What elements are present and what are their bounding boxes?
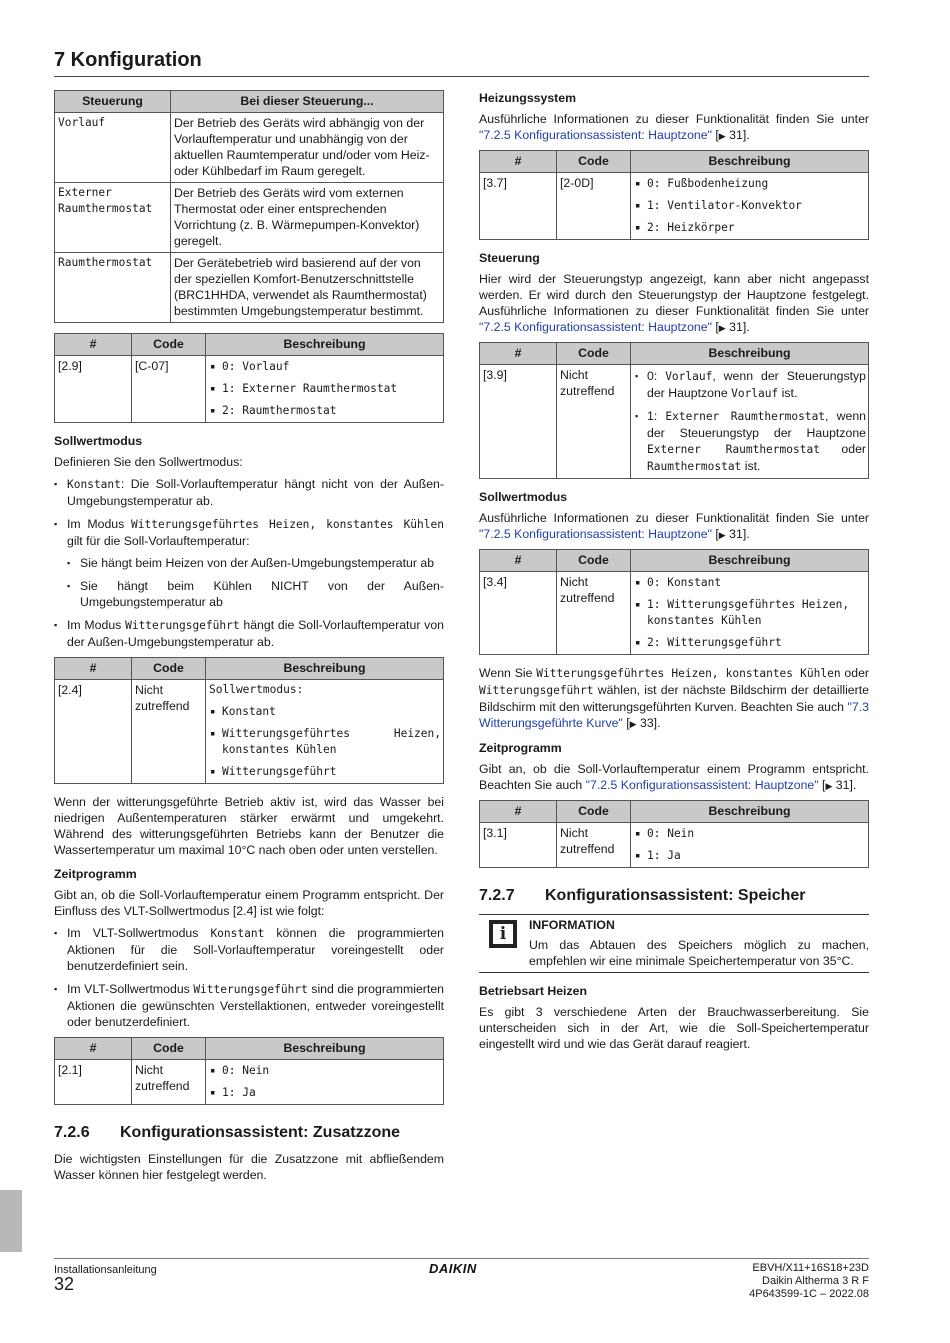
table-row — [55, 183, 444, 253]
table-header: # — [480, 151, 557, 173]
list-item: ▪ 0: Nein — [209, 1063, 441, 1079]
table-row — [55, 113, 444, 183]
table-header: Beschreibung — [206, 1038, 444, 1060]
table-cell: [3.9] — [480, 365, 557, 479]
list-item: ▪ Konstant: Die Soll-Vorlauftemperatur hängt nicht von der Außen-Umgebungstemperatur ab. — [54, 476, 444, 509]
table-row — [55, 253, 444, 323]
table-header: Beschreibung — [631, 343, 869, 365]
subheading: Sollwertmodus — [479, 490, 568, 504]
cell-label: Sollwertmodus: — [209, 683, 304, 696]
right-column — [479, 90, 869, 1058]
cross-reference-link[interactable]: "7.2.5 Konfigurationsassistent: Hauptzone" — [479, 527, 712, 541]
table-cell — [206, 680, 444, 784]
list-item: ▪ Im Modus Witterungsgeführt hängt die Soll-Vorlauftemperatur von der Außen-Umgebungstemperatur ab. — [54, 617, 444, 650]
table-header: Code — [557, 343, 631, 365]
table-header: Steuerung — [55, 91, 171, 113]
setting-table-3-4 — [479, 549, 869, 655]
page-reference-icon: ▶ — [718, 131, 726, 141]
table-row — [480, 572, 869, 655]
table-cell: Externer Raumthermostat — [55, 183, 171, 253]
table-header: Beschreibung — [631, 151, 869, 173]
table-cell — [631, 572, 869, 655]
table-row — [55, 1060, 444, 1105]
table-cell: Der Betrieb des Geräts wird vom externen Thermostat oder einer entsprechenden Vorrichtung (z. B. Wärmepumpen-Konvektor) geregelt. — [171, 183, 444, 253]
list-item: ▪ 0: Fußbodenheizung — [634, 176, 866, 192]
information-box — [479, 914, 869, 973]
chapter-tab — [0, 1190, 22, 1252]
list-item: ▪ 1: Externer Raumthermostat, wenn der Steuerungstyp der Hauptzone Externer Raumthermostat oder Raumthermostat ist. — [634, 408, 866, 475]
table-cell: [C-07] — [132, 356, 206, 423]
paragraph: Ausführliche Informationen zu dieser Funktionalität finden Sie unter "7.2.5 Konfigurationsassistent: Hauptzone" [▶ 31]. — [479, 511, 869, 541]
setting-table-3-9 — [479, 342, 869, 479]
setting-table-3-7 — [479, 150, 869, 240]
table-row — [480, 365, 869, 479]
table-header: # — [55, 334, 132, 356]
table-header: Code — [557, 550, 631, 572]
list-item: ▪ 2: Witterungsgeführt — [634, 635, 866, 651]
table-header: Code — [132, 658, 206, 680]
table-cell — [631, 173, 869, 240]
table-header: Code — [557, 151, 631, 173]
table-header: Beschreibung — [206, 334, 444, 356]
cross-reference-link[interactable]: "7.3 Witterungsgeführte Kurve" — [479, 700, 869, 730]
list-item: ▪ Im VLT-Sollwertmodus Konstant können die programmierten Aktionen für die Soll-Vorlauftemperatur voreingestellt oder benutzerdefiniert sein. — [54, 925, 444, 974]
paragraph: Wenn der witterungsgeführte Betrieb aktiv ist, wird das Wasser bei niedrigen Außentemperaturen stärker erwärmt und umgekehrt. Während des witterungsgeführten Betriebs kann der Benutzer die Wassertemperatur um maximal 10°C nach oben oder unten verstellen. — [54, 795, 444, 857]
table-header: # — [55, 658, 132, 680]
table-header: Bei dieser Steuerung... — [171, 91, 444, 113]
section-number: 7.2.7 — [479, 887, 515, 904]
list-item: ▪ Konstant — [209, 704, 441, 720]
information-text: Um das Abtauen des Speichers möglich zu machen, empfehlen wir eine minimale Speichertemperatur von 35°C. — [529, 938, 869, 968]
page-reference-icon: ▶ — [825, 781, 833, 791]
table-header: Code — [132, 1038, 206, 1060]
list-item: ▪ Sie hängt beim Kühlen NICHT von der Außen-Umgebungstemperatur ab — [67, 578, 444, 610]
table-header: Beschreibung — [631, 550, 869, 572]
table-cell: Der Betrieb des Geräts wird abhängig von der Vorlauftemperatur und unabhängig von der aktuellen Raumtemperatur und/oder vom Heiz- oder Kühlbedarf im Raum geregelt. — [171, 113, 444, 183]
sub-bullet-list — [67, 555, 444, 610]
table-cell: [3.1] — [480, 823, 557, 868]
setting-table-2-9 — [54, 333, 444, 423]
list-item: ▪ 0: Konstant — [634, 575, 866, 591]
page-title: 7 Konfiguration — [54, 47, 869, 77]
paragraph: Hier wird der Steuerungstyp angezeigt, kann aber nicht angepasst werden. Er wird durch den Steuerungstyp der Hauptzone festgelegt. Ausführliche Informationen zu dieser Funktionalität finden Sie unter "7.2.5 Konfigurationsassistent: Hauptzone" [▶ 31]. — [479, 272, 869, 334]
list-item: ▪ 1: Ventilator-Konvektor — [634, 198, 866, 214]
table-cell: Vorlauf — [55, 113, 171, 183]
table-cell: [3.4] — [480, 572, 557, 655]
table-cell: Nicht zutreffend — [557, 572, 631, 655]
page-number: 32 — [54, 1274, 75, 1294]
table-cell — [206, 356, 444, 423]
table-cell: [3.7] — [480, 173, 557, 240]
cross-reference-link[interactable]: "7.2.5 Konfigurationsassistent: Hauptzone" — [479, 320, 712, 334]
table-cell — [206, 1060, 444, 1105]
setting-table-3-1 — [479, 800, 869, 868]
list-item: ▪ 0: Vorlauf, wenn der Steuerungstyp der Hauptzone Vorlauf ist. — [634, 368, 866, 402]
table-header: # — [480, 801, 557, 823]
subheading: Heizungssystem — [479, 91, 577, 105]
table-header: # — [480, 550, 557, 572]
list-item: ▪ Im Modus Witterungsgeführtes Heizen, konstantes Kühlen gilt für die Soll-Vorlauftemperatur: ▪ Sie hängt beim Heizen von der Außen-Umgebungstemperatur ab ▪ Sie hängt beim Kühlen NICHT von der Außen-Umgebungstemperatur ab — [54, 516, 444, 610]
table-header: Code — [132, 334, 206, 356]
information-icon: i — [489, 920, 517, 948]
list-item: ▪ 2: Heizkörper — [634, 220, 866, 236]
paragraph: Gibt an, ob die Soll-Vorlauftemperatur einem Programm entspricht. Beachten Sie auch "7.2.5 Konfigurationsassistent: Hauptzone" [▶ 31]. — [479, 762, 869, 792]
list-item: ▪ Witterungsgeführt — [209, 764, 441, 780]
setting-table-2-1 — [54, 1037, 444, 1105]
table-cell: [2.9] — [55, 356, 132, 423]
page-reference-icon: ▶ — [718, 530, 726, 540]
section-heading — [479, 888, 869, 904]
table-header: Beschreibung — [631, 801, 869, 823]
list-item: ▪ 0: Vorlauf — [209, 359, 441, 375]
paragraph: Die wichtigsten Einstellungen für die Zusatzzone mit abfließendem Wasser können hier festgelegt werden. — [54, 1152, 444, 1182]
paragraph: Es gibt 3 verschiedene Arten der Brauchwasserbereitung. Sie unterscheiden sich in der Art, wie die Soll-Speichertemperatur eingestellt wird und wie das Gerät darauf reagiert. — [479, 1005, 869, 1051]
subheading: Betriebsart Heizen — [479, 984, 587, 998]
steuerung-table — [54, 90, 444, 323]
table-row — [55, 680, 444, 784]
page-reference-icon: ▶ — [718, 323, 726, 333]
page-reference-icon: ▶ — [629, 719, 637, 729]
paragraph: Wenn Sie Witterungsgeführtes Heizen, konstantes Kühlen oder Witterungsgeführt wählen, ist der nächste Bildschirm der detaillierte Bildschirm mit den witterungsgeführten Kurven. Beachten Sie auch "7.3 Witterungsgeführte Kurve" [▶ 33]. — [479, 666, 869, 730]
table-cell: Nicht zutreffend — [557, 365, 631, 479]
table-row — [55, 356, 444, 423]
table-header: Code — [557, 801, 631, 823]
subheading: Zeitprogramm — [479, 741, 562, 755]
subheading: Steuerung — [479, 251, 540, 265]
table-cell: Raumthermostat — [55, 253, 171, 323]
setting-table-2-4 — [54, 657, 444, 784]
table-header: Beschreibung — [206, 658, 444, 680]
bullet-list — [54, 925, 444, 1030]
list-item: ▪ Sie hängt beim Heizen von der Außen-Umgebungstemperatur ab — [67, 555, 444, 571]
list-item: ▪ Im VLT-Sollwertmodus Witterungsgeführt sind die programmierten Aktionen die gewünschten Verstellaktionen, entweder voreingestellt oder benutzerdefiniert. — [54, 981, 444, 1030]
cross-reference-link[interactable]: "7.2.5 Konfigurationsassistent: Hauptzone" — [479, 128, 712, 142]
list-item: ▪ 1: Ja — [634, 848, 866, 864]
brand-logo: DAIKIN — [429, 1261, 477, 1276]
list-item: ▪ 2: Raumthermostat — [209, 403, 441, 419]
table-row — [480, 173, 869, 240]
table-header: # — [55, 1038, 132, 1060]
table-cell: Nicht zutreffend — [132, 680, 206, 784]
paragraph: Gibt an, ob die Soll-Vorlauftemperatur einem Programm entspricht. Der Einfluss des VLT-Sollwertmodus [2.4] ist wie folgt: — [54, 888, 444, 918]
list-item: ▪ 0: Nein — [634, 826, 866, 842]
list-item: ▪ Witterungsgeführtes Heizen, konstantes Kühlen — [209, 726, 441, 758]
document-type: Installationsanleitung — [54, 1264, 157, 1276]
document-reference: EBVH/X11+16S18+23D Daikin Altherma 3 R F 4P643599-1C – 2022.08 — [749, 1262, 869, 1300]
table-cell: Nicht zutreffend — [557, 823, 631, 868]
subheading: Zeitprogramm — [54, 867, 137, 881]
information-title: INFORMATION — [529, 918, 615, 932]
table-cell: Nicht zutreffend — [132, 1060, 206, 1105]
section-number: 7.2.6 — [54, 1124, 90, 1141]
table-cell — [631, 823, 869, 868]
paragraph: Ausführliche Informationen zu dieser Funktionalität finden Sie unter "7.2.5 Konfigurationsassistent: Hauptzone" [▶ 31]. — [479, 112, 869, 142]
section-heading — [54, 1125, 444, 1141]
table-cell: Der Gerätebetrieb wird basierend auf der von der speziellen Komfort-Benutzerschnittstelle (BRC1HHDA, verwendet als Raumthermostat) bestimmten Umgebungstemperatur bestimmt. — [171, 253, 444, 323]
page-footer — [54, 1258, 869, 1309]
table-cell: [2.4] — [55, 680, 132, 784]
bullet-list — [54, 476, 444, 650]
table-cell — [631, 365, 869, 479]
list-item: ▪ 1: Ja — [209, 1085, 441, 1101]
cross-reference-link[interactable]: "7.2.5 Konfigurationsassistent: Hauptzone" — [585, 778, 819, 792]
subheading: Sollwertmodus — [54, 434, 143, 448]
list-item: ▪ 1: Witterungsgeführtes Heizen, konstantes Kühlen — [634, 597, 866, 629]
list-item: ▪ 1: Externer Raumthermostat — [209, 381, 441, 397]
table-cell: [2.1] — [55, 1060, 132, 1105]
table-cell: [2-0D] — [557, 173, 631, 240]
section-title: Konfigurationsassistent: Zusatzzone — [120, 1124, 401, 1141]
paragraph: Definieren Sie den Sollwertmodus: — [54, 455, 243, 469]
section-title: Konfigurationsassistent: Speicher — [545, 887, 806, 904]
left-column — [54, 90, 444, 1189]
table-row — [480, 823, 869, 868]
table-header: # — [480, 343, 557, 365]
